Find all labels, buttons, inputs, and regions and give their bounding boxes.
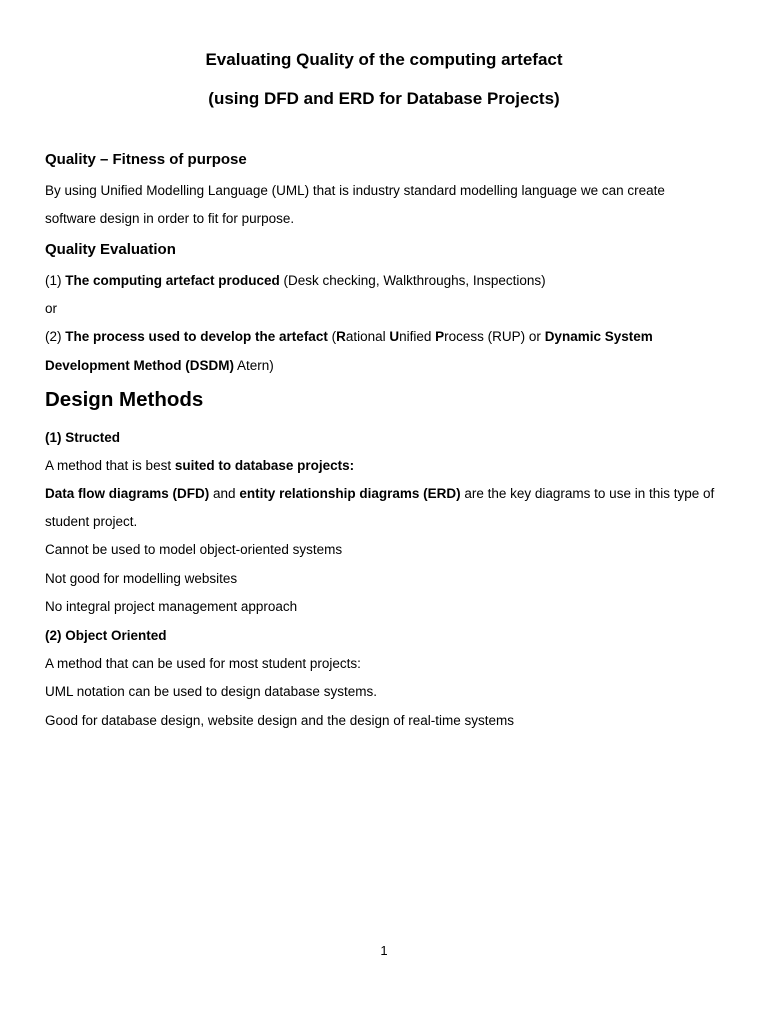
item-text: nified — [399, 329, 436, 344]
or-text: or — [45, 301, 58, 316]
item-bold-text: Development Method (DSDM) — [45, 358, 234, 373]
rup-letter-p: P — [435, 329, 445, 344]
item-text: ational — [345, 329, 390, 344]
rup-letter-u: U — [389, 329, 400, 344]
item-bold-text: Data flow diagrams (DFD) — [45, 486, 210, 501]
structured-line-3: student project. — [45, 514, 138, 529]
quality-evaluation-heading: Quality Evaluation — [45, 241, 176, 258]
item-text: Atern) — [234, 358, 274, 373]
object-oriented-line-2: UML notation can be used to design database systems. — [45, 684, 377, 699]
item-bold-text: The computing artefact produced — [65, 273, 280, 288]
design-methods-heading: Design Methods — [45, 388, 204, 411]
evaluation-item-2-line-1 — [45, 328, 725, 346]
item-bold-text: suited to database projects: — [174, 458, 355, 473]
quality-paragraph-line-1: By using Unified Modelling Language (UML) that is industry standard modelling language we can create — [45, 183, 665, 198]
structured-line-6: No integral project management approach — [45, 599, 298, 614]
item-text: A method that is best — [45, 458, 175, 473]
page-number: 1 — [380, 943, 388, 958]
quality-paragraph-line-2: software design in order to fit for purpose. — [45, 211, 295, 226]
item-number: (1) — [45, 273, 66, 288]
object-oriented-line-1: A method that can be used for most student projects: — [45, 656, 361, 671]
quality-heading: Quality – Fitness of purpose — [45, 151, 247, 168]
item-bold-text: The process used to develop the artefact — [65, 329, 328, 344]
structured-line-5: Not good for modelling websites — [45, 571, 238, 586]
item-text: ( — [327, 329, 337, 344]
document-title: Evaluating Quality of the computing artefact — [205, 50, 563, 69]
item-text: and — [209, 486, 240, 501]
object-oriented-line-3: Good for database design, website design and the design of real-time systems — [45, 713, 515, 728]
item-bold-text: Dynamic System — [544, 329, 653, 344]
item-number: (2) — [45, 329, 66, 344]
structured-heading: (1) Structed — [45, 430, 121, 445]
structured-line-4: Cannot be used to model object-oriented systems — [45, 542, 343, 557]
rup-letter-r: R — [336, 329, 346, 344]
evaluation-item-2-line-2 — [45, 357, 725, 375]
item-text: are the key diagrams to use in this type of — [460, 486, 715, 501]
object-oriented-heading: (2) Object Oriented — [45, 628, 167, 643]
item-text: (Desk checking, Walkthroughs, Inspections) — [279, 273, 546, 288]
structured-line-1 — [45, 457, 725, 475]
item-bold-text: entity relationship diagrams (ERD) — [239, 486, 461, 501]
structured-line-2 — [45, 485, 725, 503]
item-text: rocess (RUP) or — [444, 329, 545, 344]
document-subtitle: (using DFD and ERD for Database Projects) — [208, 89, 560, 108]
evaluation-item-1 — [45, 272, 725, 290]
